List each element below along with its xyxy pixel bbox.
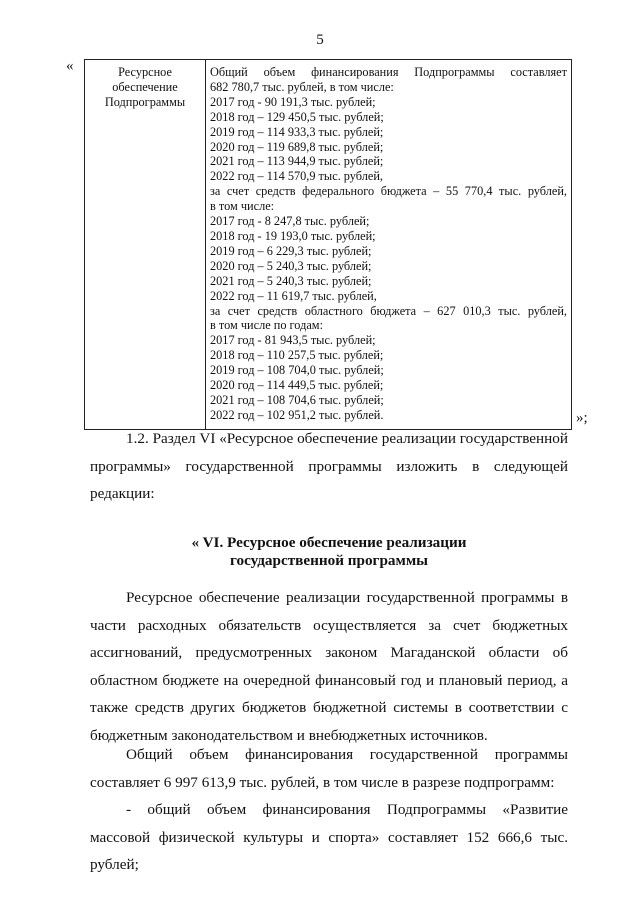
funding-intro-line: Общий объем финансирования Подпрограммы составляет xyxy=(210,65,567,79)
funding-line: 2021 год – 5 240,3 тыс. рублей; xyxy=(210,273,372,288)
funding-line: 2019 год – 108 704,0 тыс. рублей; xyxy=(210,363,384,378)
section-heading xyxy=(90,534,568,570)
row-label-line: Подпрограммы xyxy=(104,94,186,109)
section-amendment-paragraph: 1.2. Раздел VI «Ресурсное обеспечение реализации государственной программы» государственной программы изложить в следующей редакции: xyxy=(90,430,568,502)
funding-line: 2022 год – 114 570,9 тыс. рублей, xyxy=(210,169,383,184)
funding-line: 2017 год - 81 943,5 тыс. рублей; xyxy=(210,333,376,348)
table-row xyxy=(85,60,572,430)
page-number: 5 xyxy=(316,32,324,48)
total-funding-paragraph: Общий объем финансирования государственной программы составляет 6 997 613,9 тыс. рублей, в том числе в разрезе подпрограмм: xyxy=(90,746,568,791)
regional-budget-line: за счет средств областного бюджета – 627 010,3 тыс. рублей, xyxy=(210,303,567,318)
row-label-cell xyxy=(85,60,206,430)
opening-quote: « xyxy=(66,58,74,74)
funding-line: в том числе: xyxy=(210,199,275,214)
funding-line: 2021 год – 108 704,6 тыс. рублей; xyxy=(210,392,384,407)
funding-line: 2020 год – 5 240,3 тыс. рублей; xyxy=(210,258,372,273)
funding-line: 2018 год - 19 193,0 тыс. рублей; xyxy=(210,228,376,243)
funding-line: 2018 год – 110 257,5 тыс. рублей; xyxy=(210,348,384,363)
row-label-line: Ресурсное xyxy=(118,65,172,79)
closing-quote: »; xyxy=(576,410,588,426)
resource-support-table xyxy=(84,59,572,430)
funding-line: 2017 год - 8 247,8 тыс. рублей; xyxy=(210,214,370,229)
funding-line: 2019 год – 6 229,3 тыс. рублей; xyxy=(210,243,372,258)
subprogram-funding-paragraph: - общий объем финансирования Подпрограммы «Развитие массовой физической культуры и спорта» составляет 152 666,6 тыс. рублей; xyxy=(90,801,568,873)
row-label-line: обеспечение xyxy=(112,79,178,94)
funding-line: 2021 год – 113 944,9 тыс. рублей; xyxy=(210,154,384,169)
row-value-cell xyxy=(206,60,572,430)
section-heading-line: « VI. Ресурсное обеспечение реализации xyxy=(191,534,467,551)
section-heading-line: государственной программы xyxy=(229,552,429,569)
funding-line: 2020 год – 119 689,8 тыс. рублей; xyxy=(210,139,384,154)
funding-line: в том числе по годам: xyxy=(210,318,324,333)
funding-line: 2018 год – 129 450,5 тыс. рублей; xyxy=(210,109,384,124)
funding-line: 2020 год – 114 449,5 тыс. рублей; xyxy=(210,378,384,393)
funding-line: 682 780,7 тыс. рублей, в том числе: xyxy=(210,79,394,94)
resource-support-paragraph: Ресурсное обеспечение реализации государственной программы в части расходных обязательств осуществляется за счет бюджетных ассигнований, предусмотренных законом Магаданской области об областном бюджете на очередной финансовый год и плановый период, а также средств других бюджетов бюджетной системы в соответствии с бюджетным законодательством и внебюджетных источников. xyxy=(90,589,568,744)
funding-line: 2022 год – 11 619,7 тыс. рублей, xyxy=(210,288,377,303)
federal-budget-line: за счет средств федерального бюджета – 55 770,4 тыс. рублей, xyxy=(210,184,567,199)
funding-line: 2017 год - 90 191,3 тыс. рублей; xyxy=(210,94,376,109)
funding-line: 2022 год – 102 951,2 тыс. рублей. xyxy=(210,407,384,422)
funding-line: 2019 год – 114 933,3 тыс. рублей; xyxy=(210,124,384,139)
